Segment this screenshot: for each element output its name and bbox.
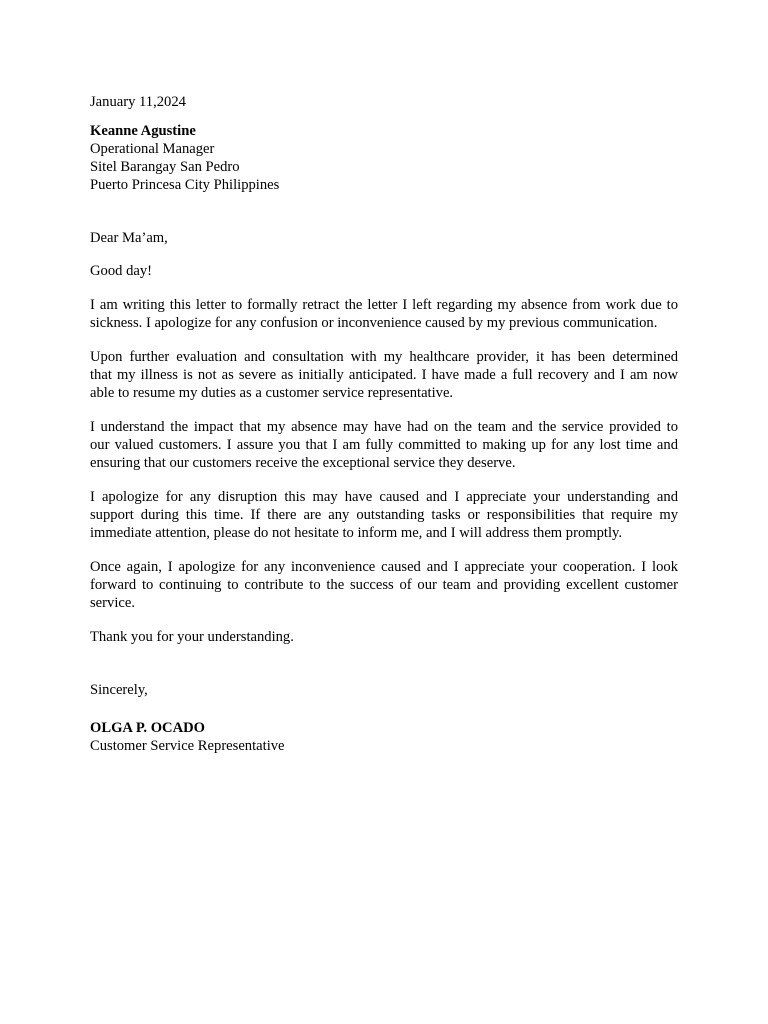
- closing: Sincerely,: [90, 682, 148, 698]
- body-paragraph-1: [90, 296, 678, 332]
- paragraph-line: forward to continuing to contribute to the success of our team and providing excellent customer: [90, 577, 678, 593]
- sender-block: [90, 719, 678, 755]
- recipient-title: Operational Manager: [90, 141, 215, 157]
- paragraph-line: Once again, I apologize for any inconvenience caused and I appreciate your cooperation. I look: [90, 559, 678, 575]
- paragraph-line: immediate attention, please do not hesitate to inform me, and I will address them promptly.: [90, 525, 623, 541]
- paragraph-line: ensuring that our customers receive the exceptional service they deserve.: [90, 455, 516, 471]
- paragraph-line: sickness. I apologize for any confusion or inconvenience caused by my previous communication.: [90, 315, 658, 331]
- paragraph-line: I am writing this letter to formally retract the letter I left regarding my absence from work due to: [90, 297, 678, 313]
- recipient-block: [90, 122, 678, 194]
- recipient-company: Sitel Barangay San Pedro: [90, 159, 240, 175]
- sender-name: OLGA P. OCADO: [90, 720, 206, 736]
- paragraph-line: able to resume my duties as a customer service representative.: [90, 385, 454, 401]
- thanks-line: Thank you for your understanding.: [90, 629, 294, 645]
- recipient-city: Puerto Princesa City Philippines: [90, 177, 280, 193]
- letter-page: [90, 93, 678, 755]
- recipient-name: Keanne Agustine: [90, 123, 196, 139]
- paragraph-line: Upon further evaluation and consultation with my healthcare provider, it has been determined: [90, 349, 678, 365]
- salutation: Dear Ma’am,: [90, 230, 168, 246]
- body-paragraph-3: [90, 418, 678, 472]
- paragraph-line: service.: [90, 595, 135, 611]
- paragraph-line: support during this time. If there are any outstanding tasks or responsibilities that require my: [90, 507, 678, 523]
- paragraph-line: our valued customers. I assure you that I am fully committed to making up for any lost time and: [90, 437, 678, 453]
- paragraph-line: I understand the impact that my absence may have had on the team and the service provided to: [90, 419, 678, 435]
- letter-date: January 11,2024: [90, 94, 186, 110]
- body-paragraph-5: [90, 558, 678, 612]
- sender-title: Customer Service Representative: [90, 738, 285, 754]
- paragraph-line: I apologize for any disruption this may have caused and I appreciate your understanding and: [90, 489, 678, 505]
- body-paragraph-4: [90, 488, 678, 542]
- body-paragraph-2: [90, 348, 678, 402]
- paragraph-line: that my illness is not as severe as initially anticipated. I have made a full recovery and I am now: [90, 367, 678, 383]
- greeting: Good day!: [90, 263, 153, 279]
